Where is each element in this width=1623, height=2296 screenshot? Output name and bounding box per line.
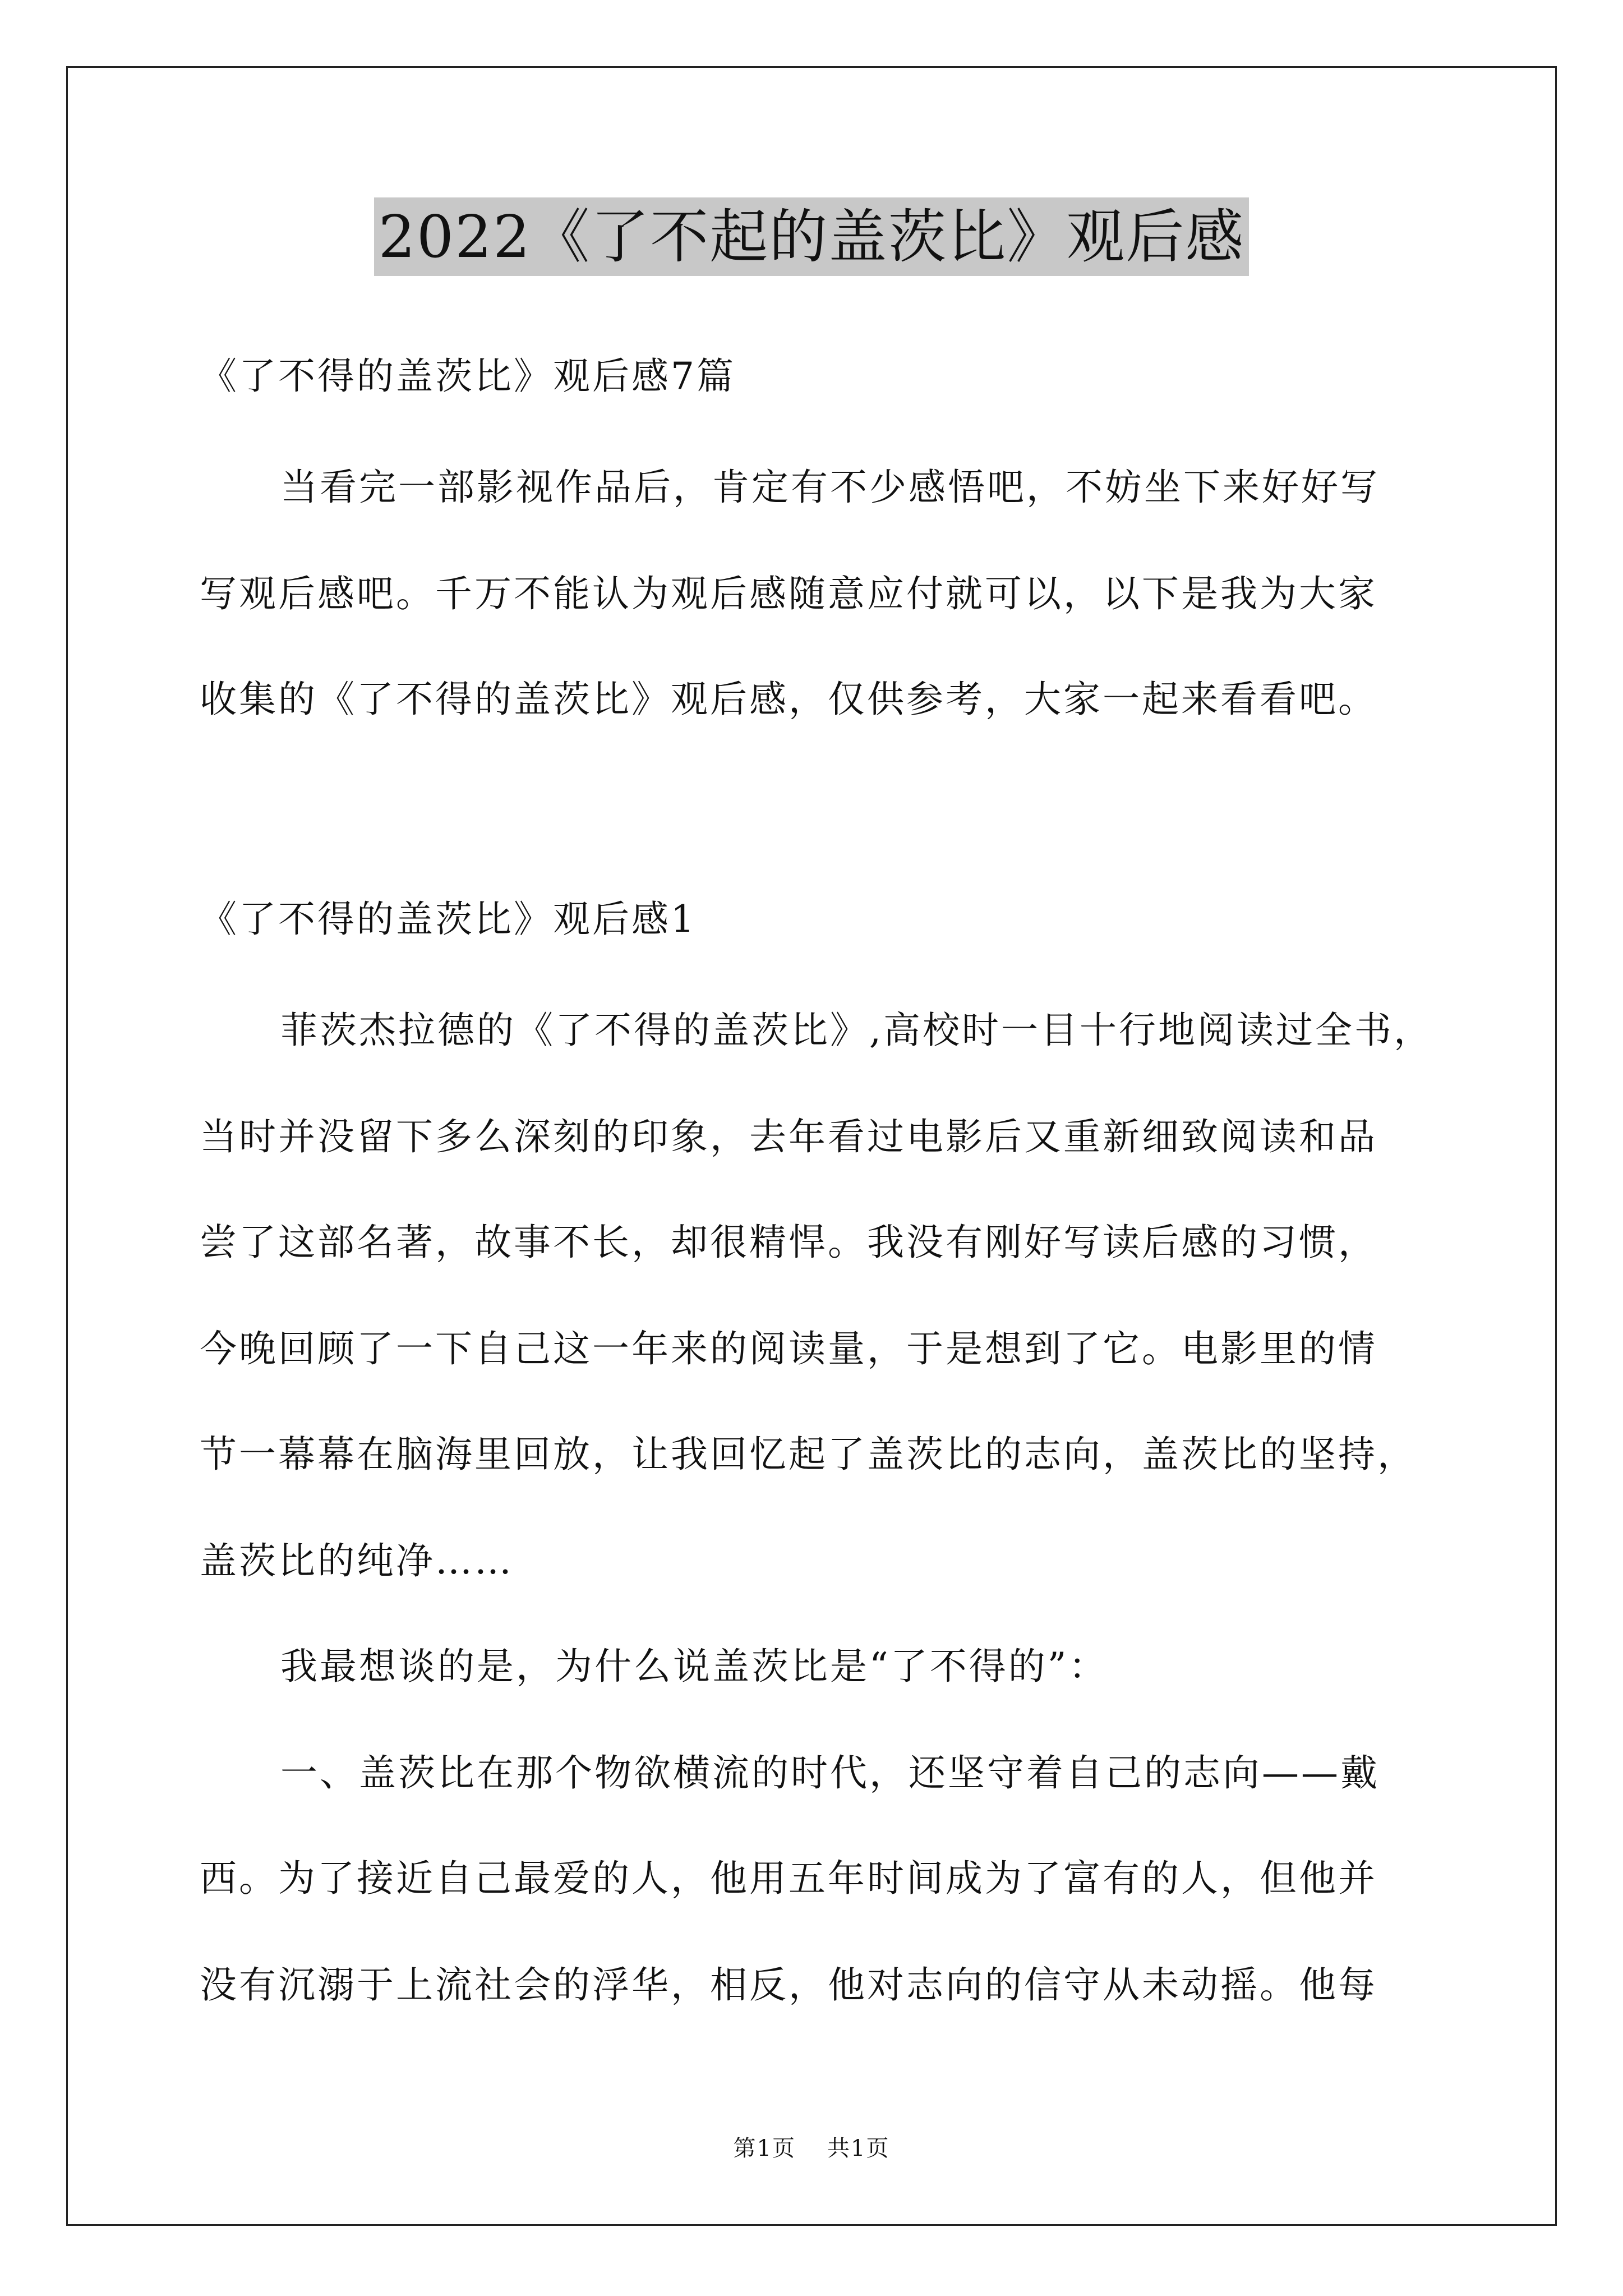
para1-line-3: 尝了这部名著，故事不长，却很精悍。我没有刚好写读后感的习惯， [200, 1221, 1377, 1264]
para3-line-1: 一、盖茨比在那个物欲横流的时代，还坚守着自己的志向——戴 [280, 1751, 1380, 1795]
para3-line-2: 西。为了接近自己最爱的人，他用五年时间成为了富有的人，但他并 [200, 1857, 1377, 1900]
intro-line-3: 收集的《了不得的盖茨比》观后感，仅供参考，大家一起来看看吧。 [200, 678, 1377, 721]
subtitle: 《了不得的盖茨比》观后感7篇 [200, 355, 736, 398]
page-footer [0, 2133, 1623, 2164]
para1-line-2: 当时并没留下多么深刻的印象，去年看过电影后又重新细致阅读和品 [200, 1115, 1377, 1158]
para1-line-1: 菲茨杰拉德的《了不得的盖茨比》,高校时一目十行地阅读过全书， [280, 1009, 1433, 1052]
para1-line-5: 节一幕幕在脑海里回放，让我回忆起了盖茨比的志向，盖茨比的坚持， [200, 1433, 1417, 1476]
intro-line-1: 当看完一部影视作品后，肯定有不少感悟吧，不妨坐下来好好写 [280, 466, 1380, 509]
page-total: 共1页 [827, 2136, 890, 2161]
para3-line-3: 没有沉溺于上流社会的浮华，相反，他对志向的信守从未动摇。他每 [200, 1963, 1377, 2007]
intro-line-2: 写观后感吧。千万不能认为观后感随意应付就可以，以下是我为大家 [200, 572, 1377, 615]
page-number: 第1页 [733, 2136, 796, 2161]
para1-line-4: 今晚回顾了一下自己这一年来的阅读量，于是想到了它。电影里的情 [200, 1327, 1377, 1370]
section-heading: 《了不得的盖茨比》观后感1 [200, 898, 697, 941]
para2-line-1: 我最想谈的是，为什么说盖茨比是“了不得的”： [280, 1645, 1108, 1688]
para1-line-6: 盖茨比的纯净…… [200, 1539, 514, 1582]
document-title: 2022《了不起的盖茨比》观后感 [374, 197, 1249, 276]
title-container [0, 197, 1623, 276]
